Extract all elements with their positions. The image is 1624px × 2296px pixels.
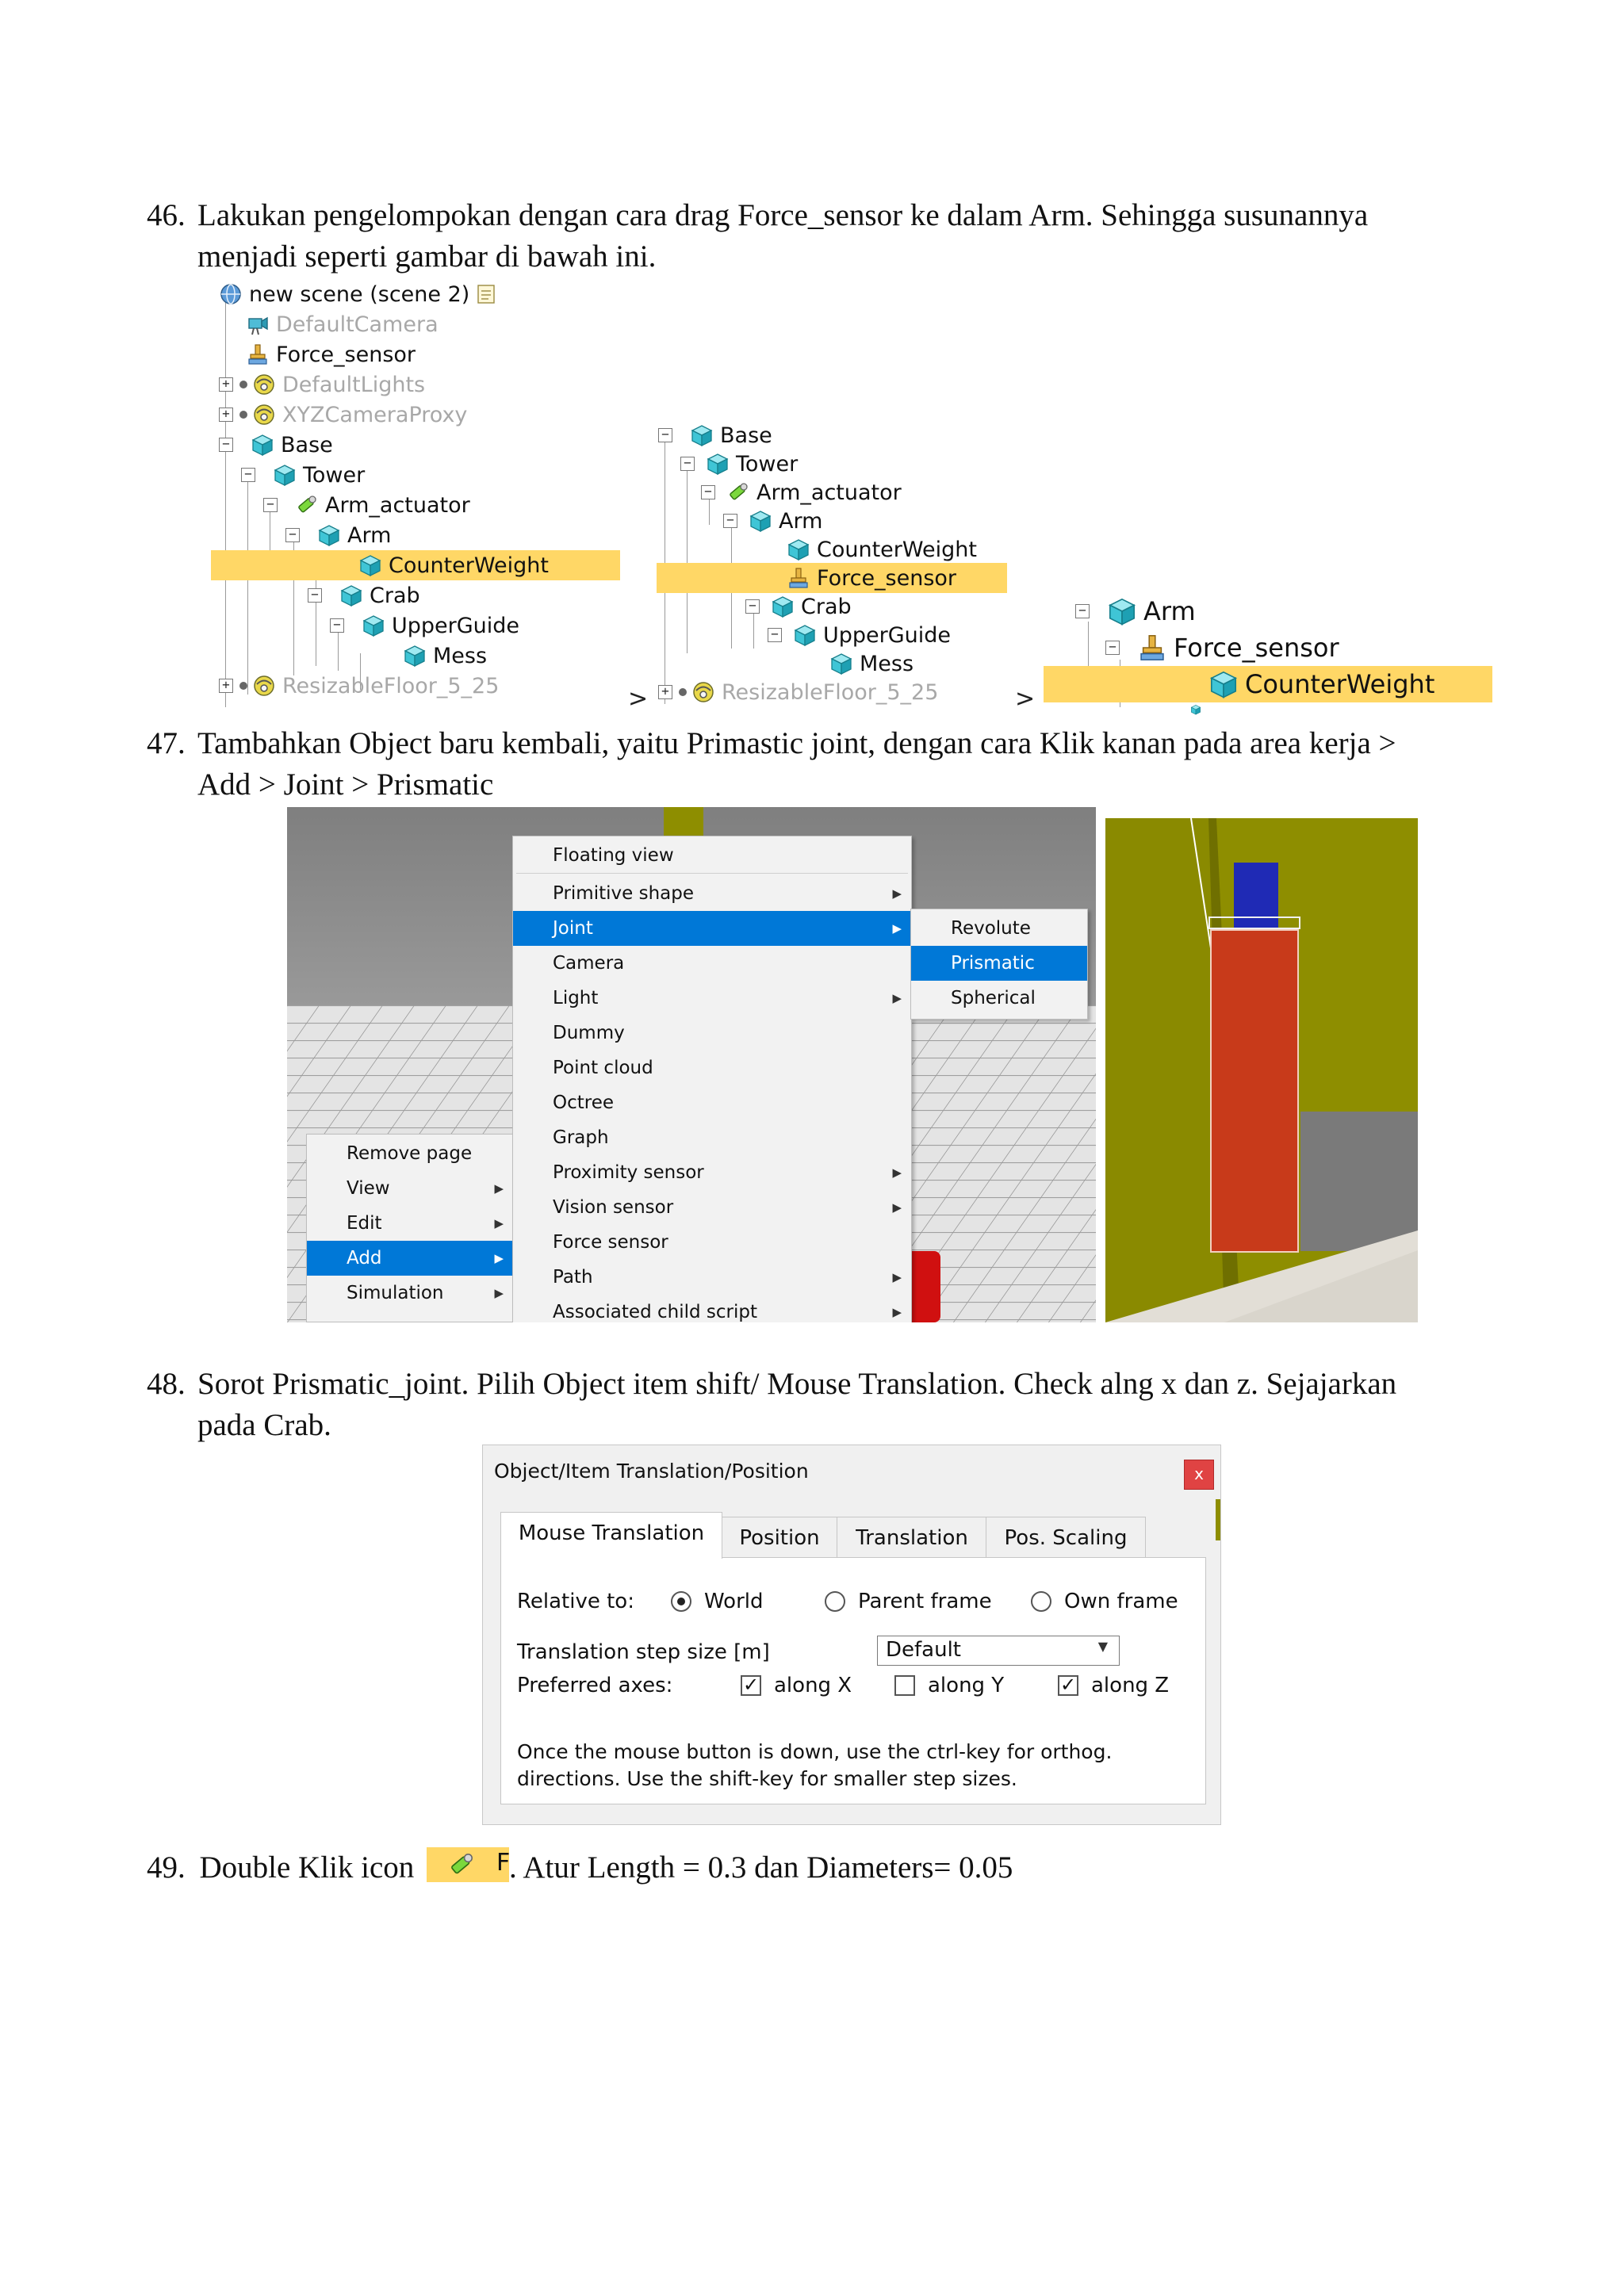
cube-icon [251, 433, 274, 457]
submenu-arrow-icon: ▶ [892, 886, 902, 901]
radio-world[interactable] [671, 1591, 691, 1612]
cube-icon [690, 423, 714, 447]
step-number: 48. [147, 1367, 186, 1401]
icon-crop-text: F [496, 1849, 511, 1877]
cube-icon [403, 644, 427, 668]
menu-item-dummy[interactable] [513, 1016, 911, 1050]
collapse-toggle[interactable]: − [241, 468, 255, 482]
joint-icon [295, 493, 319, 517]
step-text: Double Klik icon [199, 1850, 415, 1885]
collapse-toggle[interactable]: − [768, 628, 782, 642]
submenu-arrow-icon: ▶ [892, 1270, 902, 1284]
menu-item-force-sensor[interactable] [513, 1225, 911, 1260]
tree-item-label: Mess [860, 651, 914, 676]
collapse-toggle[interactable]: − [308, 588, 322, 603]
menu-item-view[interactable] [307, 1171, 513, 1206]
tree-item-label: CounterWeight [817, 537, 977, 562]
menu-item-label: Primitive shape [553, 883, 694, 904]
tree-item-label: Force_sensor [276, 342, 416, 367]
menu-item-label: Force sensor [553, 1232, 668, 1253]
menu-item-label: Proximity sensor [553, 1162, 704, 1183]
expand-toggle[interactable]: + [219, 408, 233, 422]
menu-item-label: Light [553, 988, 599, 1008]
tree-item-arm[interactable] [657, 506, 1007, 536]
preferred-axes-label: Preferred axes: [517, 1674, 673, 1697]
tab-translation[interactable] [837, 1517, 987, 1559]
submenu-arrow-icon: ▶ [892, 991, 902, 1005]
tree-item-counterweight[interactable] [1044, 666, 1492, 702]
tree-item-scene[interactable] [211, 279, 620, 309]
cube-icon [273, 463, 297, 487]
menu-item-label: Add [347, 1248, 382, 1269]
red-object [1210, 929, 1299, 1253]
collapse-toggle[interactable]: − [330, 618, 344, 633]
menu-item-proximity-sensor[interactable] [513, 1155, 911, 1190]
submenu-arrow-icon: ▶ [494, 1251, 504, 1265]
tree-item-upperguide[interactable] [657, 620, 1007, 650]
tree-item-arm[interactable] [211, 520, 620, 550]
tree-item-arm[interactable] [1044, 593, 1492, 629]
bounding-box-top [1208, 916, 1300, 929]
step-text-line: Tambahkan Object baru kembali, yaitu Primastic joint, dengan cara Klik kanan pada area kerja > [197, 726, 1396, 760]
tab-mouse-translation[interactable] [500, 1512, 722, 1559]
menu-item-vision-sensor[interactable] [513, 1190, 911, 1225]
cube-icon [706, 452, 730, 476]
force-sensor-icon [787, 566, 810, 590]
menu-item-label: Simulation [347, 1283, 444, 1303]
tree-item-label: Crab [370, 583, 420, 608]
radio-parent-frame[interactable] [825, 1591, 845, 1612]
tree-item-label: UpperGuide [392, 613, 520, 638]
tree-item-tower[interactable] [657, 449, 1007, 479]
cube-icon [771, 595, 795, 618]
menu-item-label: Revolute [951, 918, 1031, 939]
checkbox-along-y-label: along Y [928, 1674, 1005, 1697]
tree-item-label: Arm_actuator [325, 492, 470, 518]
tab-label: Mouse Translation [518, 1521, 705, 1545]
menu-item-label: Vision sensor [553, 1197, 674, 1218]
tree-item-label: new scene (scene 2) [249, 281, 470, 307]
submenu-arrow-icon: ▶ [494, 1216, 504, 1230]
bullet-icon [239, 411, 247, 419]
menu-item-point-cloud[interactable] [513, 1050, 911, 1085]
light-icon [691, 680, 715, 704]
hint-text-line: directions. Use the shift-key for smaller step sizes. [517, 1767, 1017, 1790]
step-size-value: Default [886, 1638, 961, 1662]
step-text-line: Sorot Prismatic_joint. Pilih Object item shift/ Mouse Translation. Check alng x dan z. Sejajarkan [197, 1367, 1397, 1401]
step-size-dropdown[interactable] [877, 1636, 1120, 1666]
menu-item-label: Floating view [553, 845, 674, 866]
collapse-toggle[interactable]: − [701, 485, 715, 499]
tree-item-label: Arm [1143, 596, 1196, 626]
collapse-toggle[interactable]: − [263, 498, 278, 512]
menu-item-label: Octree [553, 1093, 615, 1113]
menu-item-label: Associated child script [553, 1302, 757, 1322]
tree-item-force-sensor[interactable] [657, 563, 1007, 593]
tree-item-arm-actuator[interactable] [657, 477, 1007, 507]
tree-item-resizablefloor[interactable] [211, 671, 620, 701]
radio-own-frame-label: Own frame [1064, 1590, 1178, 1613]
tree-item-defaultlights[interactable] [211, 369, 620, 400]
cube-icon [362, 614, 385, 637]
cube-icon [1180, 704, 1212, 715]
menu-item-primitive-shape[interactable] [513, 876, 911, 911]
cube-icon [829, 652, 853, 675]
tree-item-label: DefaultCamera [276, 312, 439, 337]
bullet-icon [239, 682, 247, 690]
expand-toggle[interactable]: + [658, 685, 672, 699]
tree-item-label: Tower [303, 462, 366, 488]
globe-icon [219, 282, 243, 306]
cube-icon [358, 553, 382, 577]
collapse-toggle[interactable]: − [745, 599, 760, 614]
step-number: 47. [147, 726, 186, 760]
tree-item-crab[interactable] [211, 580, 620, 610]
menu-item-add[interactable] [307, 1241, 513, 1276]
tree-item-label: UpperGuide [823, 622, 952, 648]
tree-item-label: CounterWeight [1245, 669, 1435, 699]
tree-item-label: Mess [433, 643, 488, 668]
relative-to-label: Relative to: [517, 1590, 634, 1613]
expand-toggle[interactable]: + [219, 679, 233, 693]
light-icon [252, 674, 276, 698]
expand-toggle[interactable]: + [219, 377, 233, 392]
collapse-toggle[interactable]: − [723, 514, 737, 528]
step-49-text [147, 1847, 1479, 1888]
cube-icon [793, 623, 817, 647]
tree-item-xyzcameraproxy[interactable] [211, 400, 620, 430]
scene-hierarchy-detail [1044, 593, 1492, 715]
cube-icon [339, 584, 363, 607]
arrow-separator: > [628, 685, 649, 713]
viewport-context-menu-screenshot [287, 807, 1096, 1322]
step-text-line: Lakukan pengelompokan dengan cara drag Force_sensor ke dalam Arm. Sehingga susunannya [197, 198, 1369, 232]
tree-item-label: Force_sensor [1174, 633, 1339, 663]
step-number: 46. [147, 198, 186, 232]
menu-item-graph[interactable] [513, 1120, 911, 1155]
submenu-arrow-icon: ▶ [892, 921, 902, 936]
scene-hierarchy-after [657, 417, 1007, 715]
viewport-edge [1216, 1499, 1220, 1540]
close-icon: x [1194, 1464, 1204, 1483]
submenu-arrow-icon: ▶ [494, 1286, 504, 1300]
tree-item-counterweight[interactable] [657, 534, 1007, 564]
submenu-arrow-icon: ▶ [892, 1305, 902, 1319]
mouse-translation-panel [500, 1557, 1206, 1804]
menu-item-label: Prismatic [951, 953, 1035, 974]
step-text-line: menjadi seperti gambar di bawah ini. [197, 239, 657, 274]
tree-item-label: Base [720, 423, 772, 448]
menu-item-label: View [347, 1178, 390, 1199]
tree-item-base[interactable] [211, 430, 620, 460]
tree-item-label: CounterWeight [389, 553, 549, 578]
tree-item-label: Tower [736, 451, 799, 476]
translation-dialog [482, 1445, 1221, 1825]
arrow-separator: > [1015, 685, 1036, 713]
tab-label: Pos. Scaling [1004, 1526, 1128, 1550]
prismatic-joint-viewport [1105, 818, 1418, 1322]
tree-item-label: Force_sensor [817, 565, 957, 591]
menu-item-label: Edit [347, 1213, 382, 1234]
tree-item-force-sensor[interactable] [1044, 629, 1492, 666]
radio-parent-frame-label: Parent frame [858, 1590, 992, 1613]
submenu-arrow-icon: ▶ [494, 1181, 504, 1196]
cube-icon [749, 509, 772, 533]
tree-item-base[interactable] [657, 420, 1007, 450]
radio-own-frame[interactable] [1031, 1591, 1051, 1612]
menu-item-label: Point cloud [553, 1058, 653, 1078]
tree-item-label: Crab [801, 594, 852, 619]
chevron-down-icon: ▼ [1097, 1639, 1108, 1654]
step-text: . Atur Length = 0.3 dan Diameters= 0.05 [509, 1850, 1013, 1885]
collapse-toggle[interactable]: − [680, 457, 695, 471]
dialog-title: Object/Item Translation/Position [494, 1460, 809, 1483]
hint-text-line: Once the mouse button is down, use the ctrl-key for orthog. [517, 1740, 1113, 1763]
tree-item-resizablefloor[interactable] [657, 677, 1007, 707]
joint-icon-crop [427, 1847, 509, 1882]
collapse-toggle[interactable]: − [285, 528, 300, 542]
joint-icon [447, 1850, 476, 1879]
scene-hierarchy-before [211, 277, 620, 712]
menu-item-light[interactable] [513, 981, 911, 1016]
force-sensor-icon [1137, 633, 1167, 663]
tree-item-label: XYZCameraProxy [282, 402, 468, 427]
tab-position[interactable] [721, 1517, 838, 1559]
tree-item-arm-actuator[interactable] [211, 490, 620, 520]
tab-label: Position [739, 1526, 820, 1550]
menu-item-label: Joint [553, 918, 593, 939]
menu-item-label: Remove page [347, 1143, 473, 1164]
tree-item-label: ResizableFloor_5_25 [282, 673, 500, 698]
tree-item-defaultcamera[interactable] [211, 309, 620, 339]
tree-item-mess[interactable] [211, 641, 620, 671]
bullet-icon [679, 688, 687, 696]
menu-item-remove-page[interactable] [307, 1136, 513, 1171]
checkbox-along-x-label: along X [774, 1674, 852, 1697]
tab-pos-scaling[interactable] [986, 1517, 1146, 1559]
radio-world-label: World [704, 1590, 764, 1613]
step-text-line: Add > Joint > Prismatic [197, 767, 494, 802]
menu-separator [516, 873, 908, 874]
collapse-toggle[interactable]: − [658, 428, 672, 442]
joint-icon [726, 480, 750, 504]
menu-item-edit[interactable] [307, 1206, 513, 1241]
step-number: 49. [147, 1850, 186, 1885]
force-sensor-icon [246, 342, 270, 366]
tree-item-label: Arm [779, 508, 823, 534]
joint-submenu [910, 909, 1088, 1020]
tab-label: Translation [856, 1526, 968, 1550]
tree-item-tower[interactable] [211, 460, 620, 490]
menu-item-revolute[interactable] [911, 911, 1087, 946]
checkbox-along-x[interactable]: ✓ [741, 1675, 761, 1696]
menu-item-label: Graph [553, 1127, 609, 1148]
tree-item-counterweight[interactable] [211, 550, 620, 580]
close-button[interactable] [1184, 1460, 1214, 1490]
menu-item-joint[interactable] [513, 911, 911, 946]
cube-icon [317, 523, 341, 547]
tree-item-label: Base [281, 432, 333, 457]
menu-item-floating-view[interactable] [513, 838, 911, 873]
step-47-text [147, 723, 1479, 806]
menu-item-path[interactable] [513, 1260, 911, 1295]
menu-item-label: Spherical [951, 988, 1036, 1008]
tree-item-label: DefaultLights [282, 372, 426, 397]
menu-item-label: Camera [553, 953, 625, 974]
tree-item-label: Arm_actuator [756, 480, 902, 505]
scene-note-icon[interactable] [474, 282, 498, 306]
step-text-line: pada Crab. [197, 1408, 331, 1442]
tree-item-upperguide[interactable] [211, 610, 620, 641]
collapse-toggle[interactable]: − [1075, 604, 1090, 618]
checkbox-along-y[interactable] [894, 1675, 915, 1696]
step-46-text [147, 195, 1479, 277]
camera-icon [246, 312, 270, 336]
submenu-arrow-icon: ▶ [892, 1200, 902, 1215]
bullet-icon [239, 381, 247, 388]
menu-item-simulation[interactable] [307, 1276, 513, 1311]
tree-item-label: ResizableFloor_5_25 [722, 679, 939, 705]
checkbox-along-z-label: along Z [1091, 1674, 1170, 1697]
cube-icon [1208, 669, 1239, 699]
checkbox-along-z[interactable]: ✓ [1058, 1675, 1078, 1696]
step-48-text [147, 1364, 1479, 1446]
viewport-popup-menu [306, 1134, 514, 1322]
olive-pillar [664, 807, 703, 839]
menu-item-label: Dummy [553, 1023, 625, 1043]
submenu-arrow-icon: ▶ [892, 1165, 902, 1180]
tree-item-label: Arm [347, 522, 392, 548]
cube-icon [787, 538, 810, 561]
menu-item-label: Path [553, 1267, 593, 1288]
tree-item-force-sensor[interactable] [211, 339, 620, 369]
collapse-toggle[interactable]: − [219, 438, 233, 452]
light-icon [252, 373, 276, 396]
menu-item-camera[interactable] [513, 946, 911, 981]
menu-item-prismatic[interactable] [911, 946, 1087, 981]
add-submenu [512, 836, 912, 1322]
tree-item-crab[interactable] [657, 591, 1007, 622]
step-size-label: Translation step size [m] [517, 1640, 770, 1664]
collapse-toggle[interactable]: − [1105, 641, 1120, 655]
light-icon [252, 403, 276, 427]
menu-item-spherical[interactable] [911, 981, 1087, 1016]
menu-item-associated-child-script[interactable] [513, 1295, 911, 1322]
menu-item-octree[interactable] [513, 1085, 911, 1120]
cube-icon [1107, 596, 1137, 626]
tree-item-mess[interactable] [657, 649, 1007, 679]
